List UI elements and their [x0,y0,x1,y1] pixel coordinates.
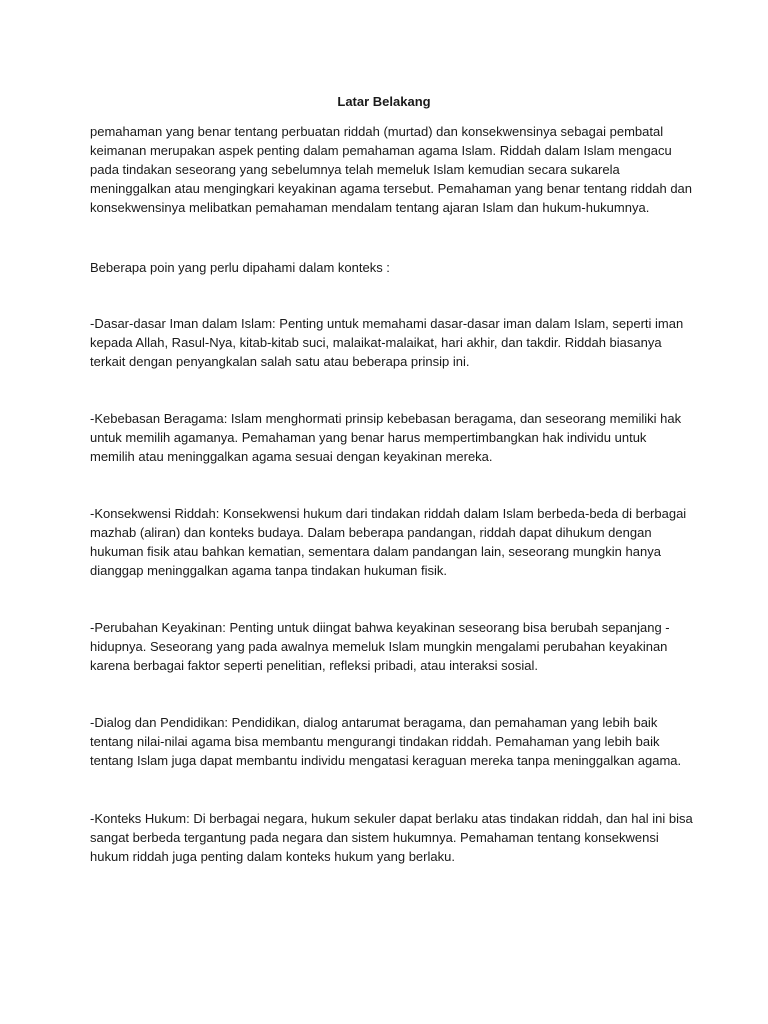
text-line: karena berbagai faktor seperti penelitian, refleksi pribadi, atau interaksi sosial. [90,658,539,673]
document-title: Latar Belakang [337,94,431,109]
paragraph-dialog-pendidikan [90,713,680,770]
text-line: Beberapa poin yang perlu dipahami dalam konteks : [90,260,390,275]
paragraph-perubahan-keyakinan [90,618,680,675]
text-line: memilih atau meninggalkan agama sesuai dengan keyakinan mereka. [90,449,493,464]
text-line: kepada Allah, Rasul-Nya, kitab-kitab suci, malaikat-malaikat, hari akhir, dan takdir. Riddah biasanya [90,335,662,350]
text-line: meninggalkan atau mengingkari keyakinan agama tersebut. Pemahaman yang benar tentang riddah dan [90,181,693,196]
paragraph-dasar-iman [90,314,684,371]
text-line: hidupnya. Seseorang yang pada awalnya memeluk Islam mungkin mengalami perubahan keyakinan [90,639,668,654]
text-line: tentang Islam juga dapat membantu individu mengatasi keraguan mereka tanpa meninggalkan agama. [90,753,682,768]
text-line: dianggap meninggalkan agama tanpa tindakan hukuman fisik. [90,563,448,578]
text-line: -Konteks Hukum: Di berbagai negara, hukum sekuler dapat berlaku atas tindakan riddah, dan hal ini bisa [90,811,693,826]
text-line: -Dialog dan Pendidikan: Pendidikan, dialog antarumat beragama, dan pemahaman yang lebih baik [90,715,658,730]
text-line: hukum riddah juga penting dalam konteks hukum yang berlaku. [90,849,455,864]
text-line: -Perubahan Keyakinan: Penting untuk diingat bahwa keyakinan seseorang bisa berubah sepanjang - [90,620,670,635]
text-line: pemahaman yang benar tentang perbuatan riddah (murtad) dan konsekwensinya sebagai pembatal [90,124,664,139]
text-line: terkait dengan penyangkalan salah satu atau beberapa prinsip ini. [90,354,470,369]
paragraph-konsekwensi-riddah [90,504,687,580]
text-line: -Kebebasan Beragama: Islam menghormati prinsip kebebasan beragama, dan seseorang memiliki hak [90,411,682,426]
text-line: pada tindakan seseorang yang sebelumnya telah memeluk Islam kemudian secara sukarela [90,162,620,177]
text-line: tentang nilai-nilai agama bisa membantu mengurangi tindakan riddah. Pemahaman yang lebih baik [90,734,660,749]
text-line: untuk memilih agamanya. Pemahaman yang benar harus mempertimbangkan hak individu untuk [90,430,647,445]
paragraph-intro [90,122,693,217]
paragraph-konteks-hukum [90,809,693,866]
text-line: hukuman fisik atau bahkan kematian, sementara dalam pandangan lain, seseorang mungkin hanya [90,544,661,559]
paragraph-kebebasan-beragama [90,409,680,466]
text-line: keimanan merupakan aspek penting dalam pemahaman agama Islam. Riddah dalam Islam mengacu [90,143,672,158]
text-line: konsekwensinya melibatkan pemahaman mendalam tentang ajaran Islam dan hukum-hukumnya. [90,200,650,215]
text-line: sangat berbeda tergantung pada negara dan sistem hukumnya. Pemahaman tentang konsekwensi [90,830,659,845]
text-line: -Konsekwensi Riddah: Konsekwensi hukum dari tindakan riddah dalam Islam berbeda-beda di berbagai [90,506,687,521]
text-line: -Dasar-dasar Iman dalam Islam: Penting untuk memahami dasar-dasar iman dalam Islam, seperti iman [90,316,684,331]
text-line: mazhab (aliran) dan konteks budaya. Dalam beberapa pandangan, riddah dapat dihukum dengan [90,525,652,540]
paragraph-points-intro [90,258,680,277]
